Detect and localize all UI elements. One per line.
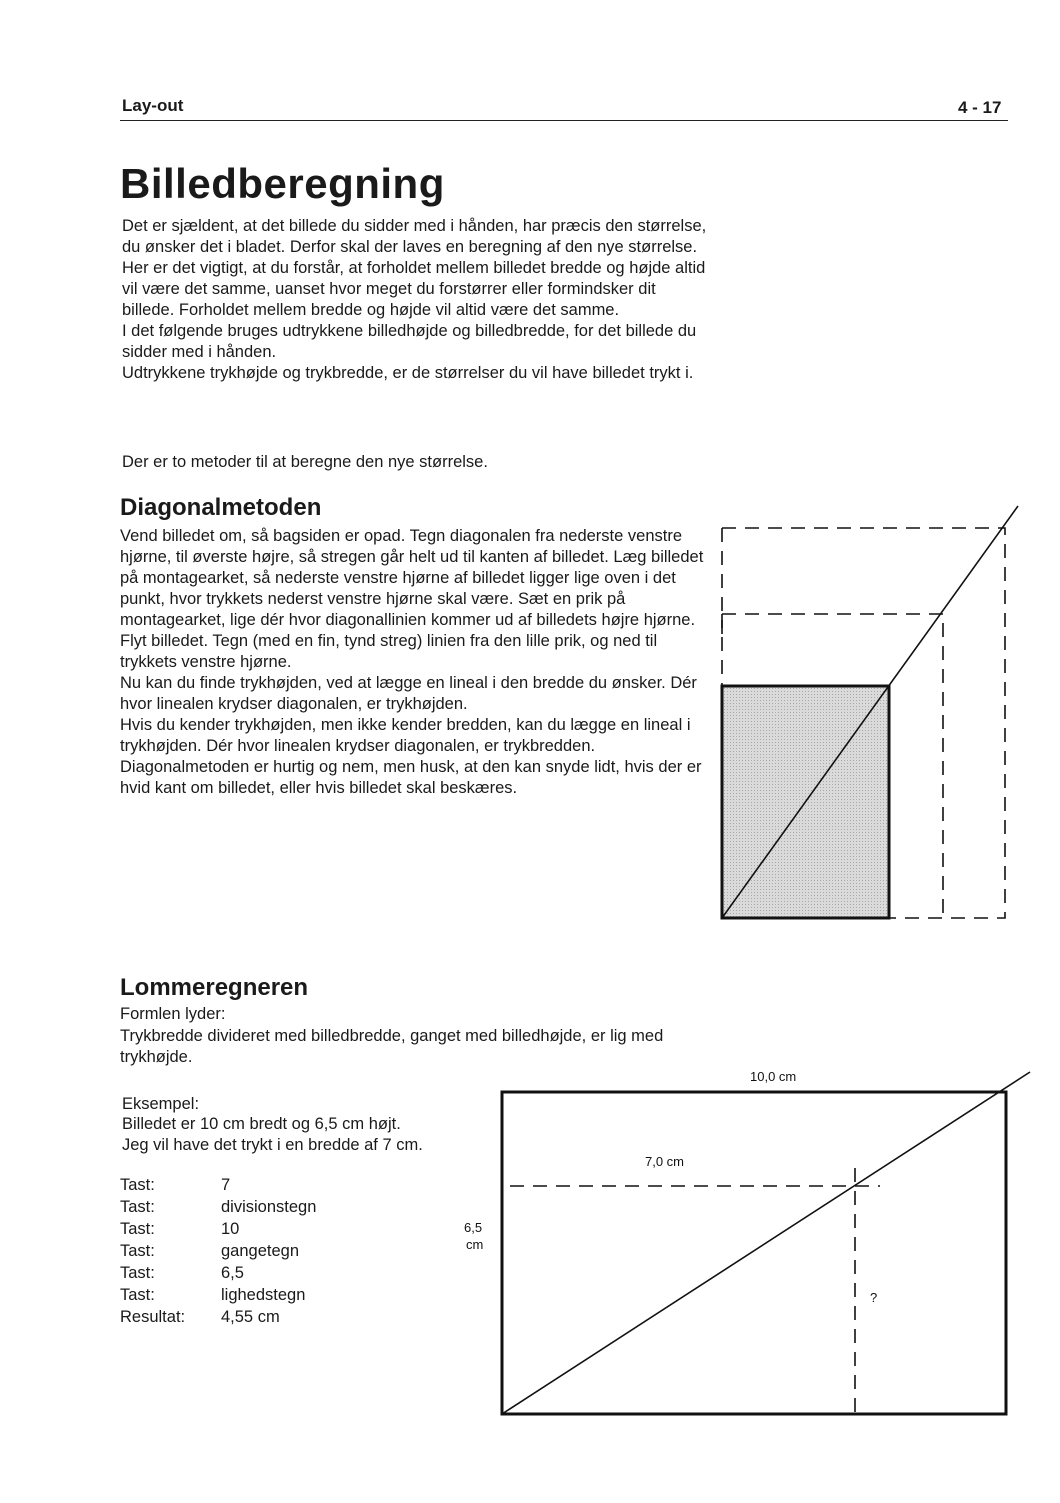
diagonal-line [502, 1072, 1030, 1414]
height-unit-label: cm [466, 1237, 484, 1252]
step-row [120, 1262, 316, 1284]
example-line: Jeg vil have det trykt i en bredde af 7 cm. [122, 1136, 423, 1154]
intro-paragraph: I det følgende bruges udtrykkene billedhøjde og billedbredde, for det billede du sidder med i hånden. [122, 322, 697, 361]
step-row [120, 1306, 316, 1328]
diagonal-paragraph: Diagonalmetoden er hurtig og nem, men husk, at den kan snyde lidt, hvis der er hvid kant om billedet, eller hvis billedet skal beskæres. [120, 758, 702, 797]
page-title: Billedberegning [120, 160, 445, 207]
diagonal-method-figure [700, 490, 1040, 930]
unknown-height-label: ? [870, 1290, 878, 1305]
diagonal-text [120, 526, 705, 799]
step-value: 6,5 [221, 1264, 244, 1282]
calculator-heading: Lommeregneren [120, 974, 309, 1001]
step-key: Tast: [120, 1242, 155, 1260]
page-number: 4 - 17 [958, 98, 1002, 117]
step-key: Resultat: [120, 1308, 186, 1326]
example-label: Eksempel: [122, 1095, 200, 1113]
calculator-steps [120, 1174, 316, 1328]
example-line: Billedet er 10 cm bredt og 6,5 cm højt. [122, 1115, 401, 1133]
step-key: Tast: [120, 1176, 155, 1194]
diagonal-paragraph: Hvis du kender trykhøjden, men ikke kender bredden, kan du lægge en lineal i trykhøjden. Dér hvor linealen krydser diagonalen, er trykbredden. [120, 716, 691, 755]
diagonal-heading: Diagonalmetoden [120, 494, 322, 521]
step-value: divisionstegn [221, 1198, 317, 1216]
intro-text [122, 216, 707, 384]
methods-intro: Der er to metoder til at beregne den nye størrelse. [122, 453, 488, 471]
header-rule [120, 120, 1008, 121]
step-value: 4,55 cm [221, 1308, 280, 1326]
new-width-label: 7,0 cm [645, 1154, 685, 1169]
intro-paragraph: Det er sjældent, at det billede du sidder med i hånden, har præcis den størrelse, du ønsker det i bladet. Derfor skal der laves en beregning af den nye størrelse. [122, 217, 707, 256]
step-value: 10 [221, 1220, 240, 1238]
step-row [120, 1218, 316, 1240]
step-key: Tast: [120, 1286, 155, 1304]
step-value: gangetegn [221, 1242, 299, 1260]
step-row [120, 1240, 316, 1262]
step-row [120, 1196, 316, 1218]
step-value: lighedstegn [221, 1286, 306, 1304]
formula-text: Trykbredde divideret med billedbredde, ganget med billedhøjde, er lig med trykhøjde. [120, 1027, 664, 1066]
height-label: 6,5 [464, 1220, 483, 1235]
calculator-figure [440, 1060, 1040, 1430]
running-header-section: Lay-out [122, 96, 184, 115]
step-row [120, 1284, 316, 1306]
intro-paragraph: Udtrykkene trykhøjde og trykbredde, er de størrelser du vil have billedet trykt i. [122, 364, 694, 382]
step-row [120, 1174, 316, 1196]
formula-label: Formlen lyder: [120, 1005, 226, 1023]
width-label: 10,0 cm [750, 1069, 797, 1084]
diagonal-paragraph: Vend billedet om, så bagsiden er opad. Tegn diagonalen fra nederste venstre hjørne, til øverste højre, så stregen går helt ud til kanten af billedet. Læg billedet på montagearket, så nederste venstre hjørne af billedet ligger lige oven i det punkt, hvor trykkets nederst venstre hjørne skal være. Sæt en prik på montagearket, lige dér hvor diagonallinien kommer ud af billedets højre hjørne. Flyt billedet. Tegn (med en fin, tynd streg) linien fra den lille prik, og ned til trykkets venstre hjørne. [120, 527, 704, 671]
step-key: Tast: [120, 1264, 155, 1282]
step-key: Tast: [120, 1220, 155, 1238]
step-key: Tast: [120, 1198, 155, 1216]
step-value: 7 [221, 1176, 231, 1194]
diagonal-paragraph: Nu kan du finde trykhøjden, ved at lægge en lineal i den bredde du ønsker. Dér hvor linealen krydser diagonalen, er trykhøjden. [120, 674, 697, 713]
intro-paragraph: Her er det vigtigt, at du forstår, at forholdet mellem billedet bredde og højde altid vil være det samme, uanset hvor meget du forstørrer eller formindsker dit billede. Forholdet mellem bredde og højde vil altid være det samme. [122, 259, 706, 319]
